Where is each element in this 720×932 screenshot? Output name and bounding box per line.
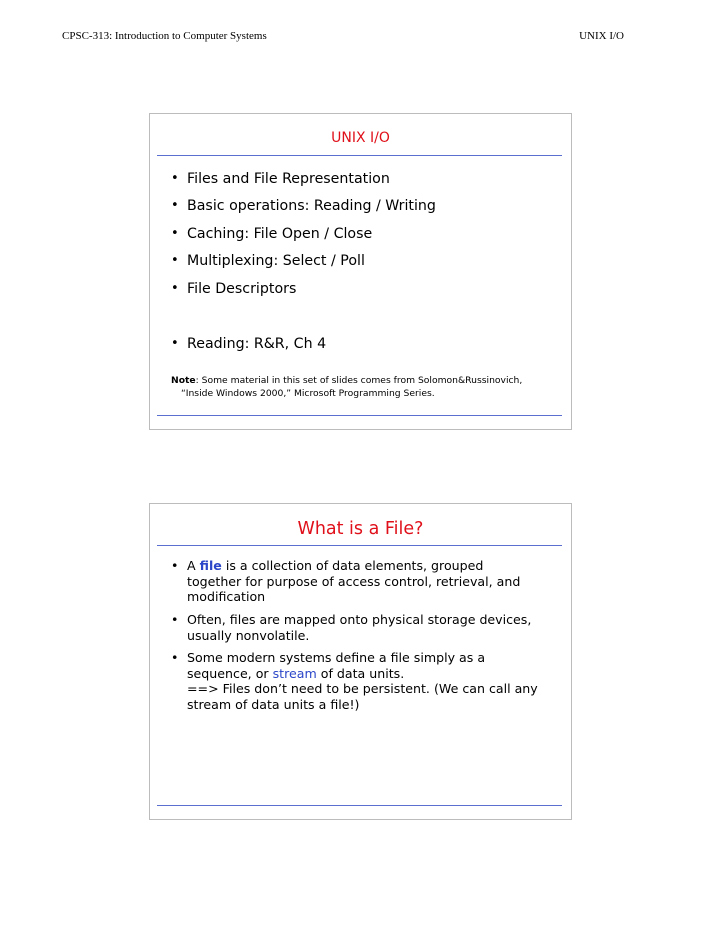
text-line: Often, files are mapped onto physical storage devices,	[187, 612, 532, 627]
bullet-dot-icon: •	[171, 226, 179, 241]
bullet-dot-icon: •	[171, 253, 179, 268]
text-line: ==> Files don’t need to be persistent. (We can call any	[187, 681, 538, 696]
bullet-text: Reading: R&R, Ch 4	[187, 336, 327, 352]
keyword-stream: stream	[272, 665, 317, 681]
text-line: together for purpose of access control, retrieval, and	[187, 573, 521, 589]
bullet-dot-icon: •	[171, 281, 179, 296]
title-divider	[157, 155, 562, 156]
text-run: sequence, or	[187, 665, 273, 681]
bullet-dot-icon: •	[171, 650, 179, 665]
text-run: A	[187, 558, 200, 573]
slide-note	[171, 374, 522, 400]
page-header-right: UNIX I/O	[579, 30, 624, 42]
bullet-dot-icon: •	[171, 612, 179, 627]
slide-title: UNIX I/O	[331, 130, 390, 146]
bullet-text: Files and File Representation	[187, 171, 390, 187]
text-line: modification	[187, 589, 266, 604]
bullet-text: Basic operations: Reading / Writing	[187, 198, 436, 214]
note-text-line2: “Inside Windows 2000,” Microsoft Programming Series.	[181, 388, 435, 399]
bullet-text	[187, 612, 561, 643]
slide-title: What is a File?	[297, 519, 424, 539]
text-line: Some modern systems define a file simply as a	[187, 650, 486, 665]
slide-what-is-a-file	[149, 503, 572, 820]
slide-unix-io	[149, 113, 572, 430]
bullet-text	[187, 650, 561, 712]
text-run: of data units.	[316, 665, 405, 681]
note-label: Note	[171, 375, 196, 386]
bullet-text	[187, 558, 561, 605]
bullet-dot-icon: •	[171, 558, 179, 573]
bullet-text: File Descriptors	[187, 281, 297, 297]
title-divider	[157, 545, 562, 546]
bullet-text: Caching: File Open / Close	[187, 226, 373, 242]
footer-divider	[157, 805, 562, 806]
bullet-dot-icon: •	[171, 198, 179, 213]
page-header-left: CPSC-313: Introduction to Computer Systems	[62, 30, 267, 42]
bullet-dot-icon: •	[171, 336, 179, 351]
footer-divider	[157, 415, 562, 416]
bullet-text: Multiplexing: Select / Poll	[187, 253, 365, 269]
text-line: usually nonvolatile.	[187, 627, 310, 643]
text-run: is a collection of data elements, grouped	[221, 558, 484, 573]
bullet-dot-icon: •	[171, 171, 179, 186]
keyword-file: file	[199, 558, 222, 573]
note-text: : Some material in this set of slides comes from Solomon&Russinovich,	[195, 375, 523, 386]
text-line: stream of data units a file!)	[187, 696, 360, 712]
